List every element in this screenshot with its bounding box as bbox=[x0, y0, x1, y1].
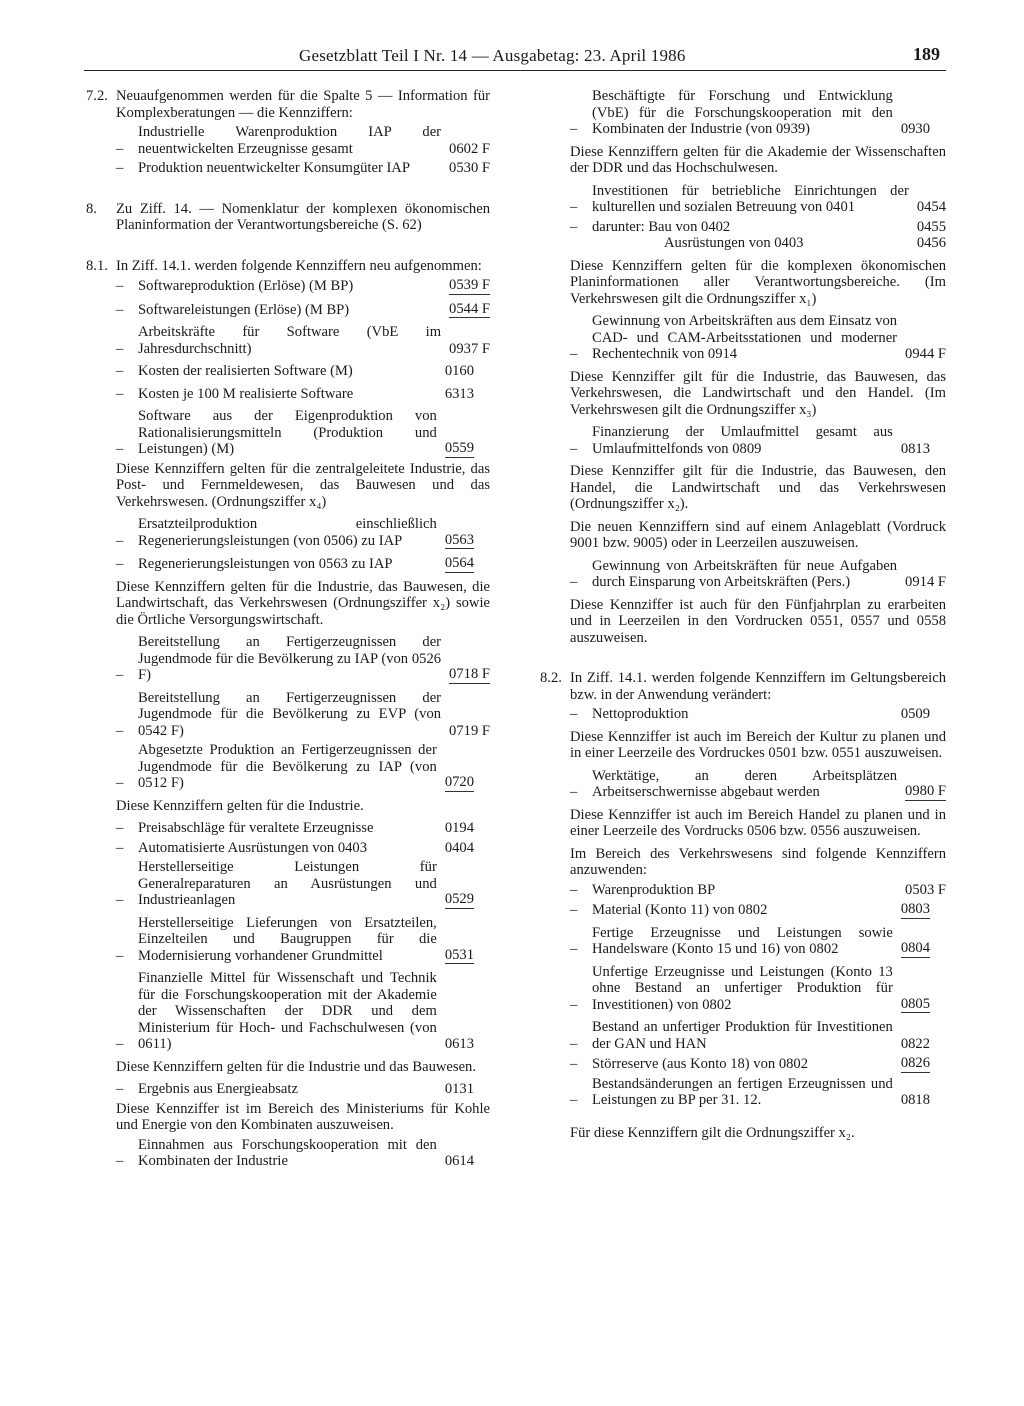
item-code: 0404 bbox=[444, 839, 474, 856]
item-code: 0456 bbox=[916, 235, 946, 251]
list-item: – Ersatzteilproduktion einschließlich Regenerierungsleistungen (von 0506) zu IAP 0563 bbox=[116, 516, 474, 549]
item-code: 0937 F bbox=[449, 340, 490, 357]
item-text: Gewinnung von Arbeitskräften für neue Aufgaben durch Einsparung von Arbeitskräften (Pers.) bbox=[592, 557, 898, 590]
list-item: – Arbeitskräfte für Software (VbE im Jahresdurchschnitt) 0937 F bbox=[116, 324, 490, 357]
section-8-2 bbox=[540, 670, 946, 703]
section-label: 8.1. bbox=[86, 257, 108, 274]
item-text: Bereitstellung an Fertigerzeugnissen der Jugendmode für die Bevölkerung zu IAP (von 0526 F) bbox=[138, 634, 442, 683]
item-text: Abgesetzte Produktion an Fertigerzeugnissen der Jugendmode für die Bevölkerung zu IAP (von 0512 F) bbox=[138, 742, 437, 791]
section-text: In Ziff. 14.1. werden folgende Kennziffern neu aufgenommen: bbox=[116, 257, 482, 274]
item-text: Fertige Erzeugnisse und Leistungen sowie Handelsware (Konto 15 und 16) von 0802 bbox=[592, 924, 893, 957]
note-paragraph: Die neuen Kennziffern sind auf einem Anlageblatt (Vordruck 9001 bzw. 9005) oder in Leerzeilen auszuweisen. bbox=[570, 518, 946, 551]
item-text: Werktätige, an deren Arbeitsplätzen Arbeitserschwernisse abgebaut werden bbox=[592, 767, 898, 800]
section-text: Neuaufgenommen werden für die Spalte 5 — Information für Komplexberatungen — die Kennziffern: bbox=[116, 88, 490, 121]
note-paragraph: Für diese Kennziffern gilt die Ordnungsziffer x₂. bbox=[570, 1124, 855, 1141]
item-text: Regenerierungsleistungen von 0563 zu IAP bbox=[138, 556, 393, 572]
item-text: darunter: Bau von 0402 bbox=[592, 218, 731, 235]
item-code: 0613 bbox=[444, 1036, 474, 1052]
item-text: Beschäftigte für Forschung und Entwicklung (VbE) für die Forschungskooperation mit den Kombinaten der Industrie (von 0939) bbox=[592, 88, 893, 137]
note-paragraph: Diese Kennziffern gelten für die zentralgeleitete Industrie, das Post- und Fernmeldewesen, das Bauwesen und das Verkehrswesen. (Ordnungsziffer x₄) bbox=[116, 460, 490, 510]
item-code: 0980 F bbox=[905, 783, 946, 799]
item-text: Nettoproduktion bbox=[592, 706, 689, 722]
item-code: 0813 bbox=[900, 440, 930, 457]
list-item: – Herstellerseitige Lieferungen von Ersatzteilen, Einzelteilen und Baugruppen für die Modernisierung vorhandener Grundmittel 0531 bbox=[116, 914, 474, 964]
list-item: – Gewinnung von Arbeitskräften aus dem Einsatz von CAD- und CAM-Arbeitsstationen und moderner Rechentechnik von 0914 0944 F bbox=[570, 313, 946, 362]
item-code: 0803 bbox=[900, 901, 930, 917]
item-text: Automatisierte Ausrüstungen von 0403 bbox=[138, 839, 368, 856]
item-code: 0530 F bbox=[449, 160, 490, 176]
list-item: – Werktätige, an deren Arbeitsplätzen Arbeitserschwernisse abgebaut werden 0980 F bbox=[570, 767, 946, 800]
list-item: – Industrielle Warenproduktion IAP der neuentwickelten Erzeugnisse gesamt 0602 F bbox=[116, 124, 490, 157]
note-paragraph: Diese Kennziffer ist im Bereich des Ministeriums für Kohle und Energie von den Kombinaten auszuweisen. bbox=[116, 1100, 490, 1133]
note-paragraph: Diese Kennziffern gelten für die Industrie. bbox=[116, 797, 364, 814]
list-item: – Störreserve (aus Konto 18) von 0802 0826 bbox=[570, 1055, 930, 1072]
item-code: 0914 F bbox=[905, 574, 946, 590]
note-paragraph: Diese Kennziffer ist auch im Bereich der Kultur zu planen und in einer Leerzeile des Vordruckes 0501 bzw. 0551 auszuweisen. bbox=[570, 728, 946, 761]
header-title: Gesetzblatt Teil I Nr. 14 — Ausgabetag: 23. April 1986 bbox=[299, 46, 686, 65]
item-code: 6313 bbox=[444, 385, 474, 402]
note-paragraph: Diese Kennziffern gelten für die Akademie der Wissenschaften der DDR und das Hochschulwesen. bbox=[570, 143, 946, 176]
item-text: Investitionen für betriebliche Einrichtungen der kulturellen und sozialen Betreuung von 0401 bbox=[592, 182, 909, 215]
item-code: 0160 bbox=[444, 363, 474, 379]
item-text: Ersatzteilproduktion einschließlich Regenerierungsleistungen (von 0506) zu IAP bbox=[138, 516, 437, 549]
item-text: Kosten der realisierten Software (M) bbox=[138, 363, 353, 379]
item-code: 0503 F bbox=[905, 881, 946, 898]
list-item: – Regenerierungsleistungen von 0563 zu IAP 0564 bbox=[116, 555, 474, 572]
note-paragraph: Diese Kennziffer gilt für die Industrie, das Bauwesen, den Handel, die Landwirtschaft und das Verkehrswesen (Ordnungsziffer x₂). bbox=[570, 463, 946, 512]
item-code: 0454 bbox=[916, 199, 946, 215]
list-item: – Bestand an unfertiger Produktion für Investitionen der GAN und HAN 0822 bbox=[570, 1019, 946, 1052]
note-paragraph: Diese Kennziffer gilt für die Industrie, das Bauwesen, das Verkehrswesen, die Landwirtschaft und den Handel. (Im Verkehrswesen gilt die Ordnungsziffer x₃) bbox=[570, 368, 946, 418]
item-code: 0944 F bbox=[905, 346, 946, 362]
list-item: – Finanzielle Mittel für Wissenschaft und Technik für die Forschungskooperation mit der Akademie der Wissenschaften der DDR und dem Ministerium für Hoch- und Fachschulwesen (von 0611) 0613 bbox=[116, 970, 490, 1053]
item-text: Einnahmen aus Forschungskooperation mit den Kombinaten der Industrie bbox=[138, 1136, 437, 1169]
list-item: – Kosten je 100 M realisierte Software 6313 bbox=[116, 386, 490, 403]
item-code: 0614 bbox=[444, 1153, 474, 1169]
section-text: Zu Ziff. 14. — Nomenklatur der komplexen ökonomischen Planinformation der Verantwortungsbereiche (S. 62) bbox=[116, 200, 490, 233]
note-paragraph: Diese Kennziffer ist auch im Bereich Handel zu planen und in einer Leerzeile des Vordrucks 0506 bzw. 0556 auszuweisen. bbox=[570, 806, 946, 839]
item-code: 0194 bbox=[444, 820, 474, 836]
list-item: – Automatisierte Ausrüstungen von 0403 0404 bbox=[116, 840, 490, 857]
list-item: – Abgesetzte Produktion an Fertigerzeugnissen der Jugendmode für die Bevölkerung zu IAP (von 0512 F) 0720 bbox=[116, 742, 474, 791]
list-item: – Bereitstellung an Fertigerzeugnissen der Jugendmode für die Bevölkerung zu IAP (von 0526 F) 0718 F bbox=[116, 634, 490, 683]
left-column bbox=[86, 88, 490, 1170]
item-text: Herstellerseitige Leistungen für Generalreparaturen an Ausrüstungen und Industrieanlagen bbox=[138, 859, 437, 908]
list-item: – Ergebnis aus Energieabsatz 0131 bbox=[116, 1081, 490, 1098]
list-item: – Produktion neuentwickelter Konsumgüter IAP 0530 F bbox=[116, 160, 490, 176]
list-item bbox=[570, 235, 946, 252]
item-code: 0563 bbox=[444, 531, 474, 548]
item-code: 0529 bbox=[444, 891, 474, 907]
item-text: Material (Konto 11) von 0802 bbox=[592, 902, 768, 918]
item-text: Softwareproduktion (Erlöse) (M BP) bbox=[138, 278, 354, 294]
item-text: Finanzielle Mittel für Wissenschaft und Technik für die Forschungskooperation mit der Akademie der Wissenschaften der DDR und dem Ministerium für Hoch- und Fachschulwesen (von 0611) bbox=[138, 970, 437, 1052]
list-item: – Softwareleistungen (Erlöse) (M BP) 0544 F bbox=[116, 300, 490, 318]
list-item: – Einnahmen aus Forschungskooperation mit den Kombinaten der Industrie 0614 bbox=[116, 1137, 490, 1170]
item-text: Kosten je 100 M realisierte Software bbox=[138, 385, 354, 402]
list-item: – Gewinnung von Arbeitskräften für neue Aufgaben durch Einsparung von Arbeitskräften (Pers.) 0914 F bbox=[570, 557, 946, 590]
section-text: In Ziff. 14.1. werden folgende Kennziffern im Geltungsbereich bzw. in der Anwendung verändert: bbox=[570, 670, 946, 703]
item-text: Produktion neuentwickelter Konsumgüter IAP bbox=[138, 160, 410, 176]
list-item: – Herstellerseitige Leistungen für Generalreparaturen an Ausrüstungen und Industrieanlagen 0529 bbox=[116, 859, 474, 908]
list-item: – Nettoproduktion 0509 bbox=[570, 706, 946, 723]
item-text: Bestand an unfertiger Produktion für Investitionen der GAN und HAN bbox=[592, 1019, 893, 1052]
item-code: 0720 bbox=[444, 774, 474, 790]
item-code: 0804 bbox=[900, 940, 930, 956]
item-code: 0602 F bbox=[449, 140, 490, 157]
item-text: Warenproduktion BP bbox=[592, 881, 716, 898]
item-code: 0131 bbox=[444, 1081, 474, 1097]
item-code: 0531 bbox=[444, 946, 474, 963]
item-code: 0539 F bbox=[449, 277, 490, 293]
list-item: – Finanzierung der Umlaufmittel gesamt aus Umlaufmittelfonds von 0809 0813 bbox=[570, 424, 946, 457]
item-code: 0544 F bbox=[449, 300, 490, 317]
section-label: 8. bbox=[86, 200, 97, 217]
page-number: 189 bbox=[913, 44, 940, 64]
item-code: 0822 bbox=[900, 1035, 930, 1052]
item-code: 0559 bbox=[444, 440, 474, 456]
item-code: 0805 bbox=[900, 995, 930, 1012]
item-code: 0509 bbox=[900, 706, 930, 722]
item-text: Gewinnung von Arbeitskräften aus dem Einsatz von CAD- und CAM-Arbeitsstationen und moderner Rechentechnik von 0914 bbox=[592, 313, 898, 362]
item-text: Finanzierung der Umlaufmittel gesamt aus Umlaufmittelfonds von 0809 bbox=[592, 424, 893, 457]
page-header bbox=[84, 44, 946, 71]
item-text: Ausrüstungen von 0403 bbox=[664, 235, 804, 251]
item-code: 0455 bbox=[916, 218, 946, 235]
item-text: Ergebnis aus Energieabsatz bbox=[138, 1081, 298, 1097]
list-item: – Fertige Erzeugnisse und Leistungen sowie Handelsware (Konto 15 und 16) von 0802 0804 bbox=[570, 924, 930, 957]
item-text: Software aus der Eigenproduktion von Rationalisierungsmitteln (Produktion und Leistungen) (M) bbox=[138, 408, 437, 457]
item-text: Bestandsänderungen an fertigen Erzeugnissen und Leistungen zu BP per 31. 12. bbox=[592, 1075, 893, 1108]
list-item: – Bestandsänderungen an fertigen Erzeugnissen und Leistungen zu BP per 31. 12. 0818 bbox=[570, 1076, 946, 1109]
item-code: 0719 F bbox=[449, 722, 490, 739]
list-item: – Material (Konto 11) von 0802 0803 bbox=[570, 901, 930, 918]
item-code: 0930 bbox=[900, 121, 930, 137]
list-item: – Preisabschläge für veraltete Erzeugnisse 0194 bbox=[116, 820, 490, 837]
item-text: Herstellerseitige Lieferungen von Ersatzteilen, Einzelteilen und Baugruppen für die Modernisierung vorhandener Grundmittel bbox=[138, 914, 437, 964]
item-code: 0564 bbox=[444, 555, 474, 571]
note-paragraph: Diese Kennziffern gelten für die Industrie, das Bauwesen, die Landwirtschaft, das Verkehrswesen (Ordnungsziffer x₂) sowie die Örtliche Versorgungswirtschaft. bbox=[116, 578, 490, 628]
right-column bbox=[540, 88, 946, 1141]
note-paragraph: Diese Kennziffer ist auch für den Fünfjahrplan zu erarbeiten und in Leerzeilen in den Vordrucken 0551, 0557 und 0558 auszuweisen. bbox=[570, 596, 946, 646]
item-text: Bereitstellung an Fertigerzeugnissen der Jugendmode für die Bevölkerung zu EVP (von 0542 F) bbox=[138, 689, 442, 739]
section-7-2 bbox=[86, 88, 490, 121]
note-paragraph: Diese Kennziffern gelten für die Industrie und das Bauwesen. bbox=[116, 1058, 476, 1075]
item-text: Preisabschläge für veraltete Erzeugnisse bbox=[138, 820, 374, 836]
section-8-1 bbox=[86, 258, 490, 275]
list-item: – Unfertige Erzeugnisse und Leistungen (Konto 13 ohne Bestand an unfertiger Produktion für Investitionen) von 0802 0805 bbox=[570, 963, 930, 1013]
item-text: Softwareleistungen (Erlöse) (M BP) bbox=[138, 301, 350, 318]
item-code: 0826 bbox=[900, 1055, 930, 1071]
list-item: – Kosten der realisierten Software (M) 0160 bbox=[116, 363, 490, 380]
item-text: Industrielle Warenproduktion IAP der neuentwickelten Erzeugnisse gesamt bbox=[138, 124, 442, 157]
item-code: 0818 bbox=[900, 1092, 930, 1108]
list-item: – Softwareproduktion (Erlöse) (M BP) 0539 F bbox=[116, 277, 490, 294]
section-8 bbox=[86, 201, 490, 234]
item-code: 0718 F bbox=[449, 666, 490, 682]
list-item: – Beschäftigte für Forschung und Entwicklung (VbE) für die Forschungskooperation mit den Kombinaten der Industrie (von 0939) 0930 bbox=[570, 88, 946, 138]
note-paragraph: Diese Kennziffern gelten für die komplexen ökonomischen Planinformationen aller Verantwortungsbereiche. (Im Verkehrswesen gilt die Ordnungsziffer x₁) bbox=[570, 257, 946, 307]
list-item: – Warenproduktion BP 0503 F bbox=[570, 881, 946, 898]
list-item: – Software aus der Eigenproduktion von Rationalisierungsmitteln (Produktion und Leistungen) (M) 0559 bbox=[116, 408, 474, 457]
list-item: – Bereitstellung an Fertigerzeugnissen der Jugendmode für die Bevölkerung zu EVP (von 0542 F) 0719 F bbox=[116, 689, 490, 739]
list-item: – Investitionen für betriebliche Einrichtungen der kulturellen und sozialen Betreuung von 0401 0454 bbox=[570, 182, 946, 215]
item-text: Arbeitskräfte für Software (VbE im Jahresdurchschnitt) bbox=[138, 324, 442, 357]
list-item: – darunter: Bau von 0402 0455 bbox=[570, 218, 946, 235]
item-text: Unfertige Erzeugnisse und Leistungen (Konto 13 ohne Bestand an unfertiger Produktion für Investitionen) von 0802 bbox=[592, 963, 893, 1013]
note-paragraph: Im Bereich des Verkehrswesens sind folgende Kennziffern anzuwenden: bbox=[570, 845, 946, 878]
section-label: 7.2. bbox=[86, 88, 108, 104]
item-text: Störreserve (aus Konto 18) von 0802 bbox=[592, 1056, 809, 1072]
section-label: 8.2. bbox=[540, 670, 562, 686]
